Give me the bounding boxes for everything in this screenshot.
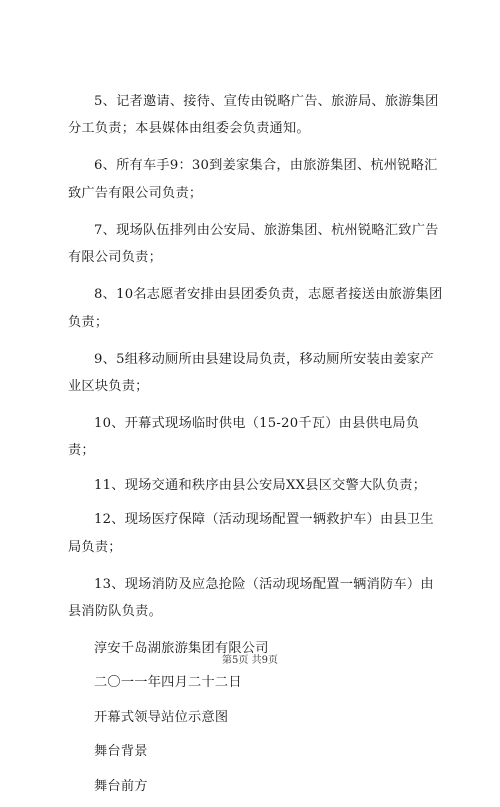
document-body (68, 88, 446, 807)
item-6: 6、所有车手9：30到姜家集合，由旅游集团、杭州锐略汇致广告有限公司负责； (68, 158, 438, 201)
item-8: 8、10名志愿者安排由县团委负责，志愿者接送由旅游集团负责； (68, 287, 443, 330)
item-5: 5、记者邀请、接待、宣传由锐略广告、旅游局、旅游集团分工负责；本县媒体由组委会负责通知。 (68, 94, 439, 137)
item-13: 13、现场消防及应急抢险（活动现场配置一辆消防车）由县消防队负责。 (68, 576, 434, 620)
page-footer: 第5页 共9页 (222, 655, 278, 666)
item-11: 11、现场交通和秩序由县公安局XX县区交警大队负责； (94, 477, 427, 493)
item-10: 10、开幕式现场临时供电（15-20千瓦）由县供电局负责； (68, 416, 420, 459)
diagram-title: 开幕式领导站位示意图 (94, 709, 229, 725)
document-date: 二〇一一年四月二十二日 (94, 675, 242, 691)
item-7: 7、现场队伍排列由公安局、旅游集团、杭州锐略汇致广告有限公司负责； (68, 222, 439, 266)
item-12: 12、现场医疗保障（活动现场配置一辆救护车）由县卫生局负责； (68, 512, 434, 555)
organization-name: 淳安千岛湖旅游集团有限公司 (94, 641, 269, 657)
item-9: 9、5组移动厕所由县建设局负责，移动厕所安装由姜家产业区块负责； (68, 351, 434, 395)
stage-background-label: 舞台背景 (94, 744, 148, 760)
stage-front-label: 舞台前方 (94, 778, 148, 794)
